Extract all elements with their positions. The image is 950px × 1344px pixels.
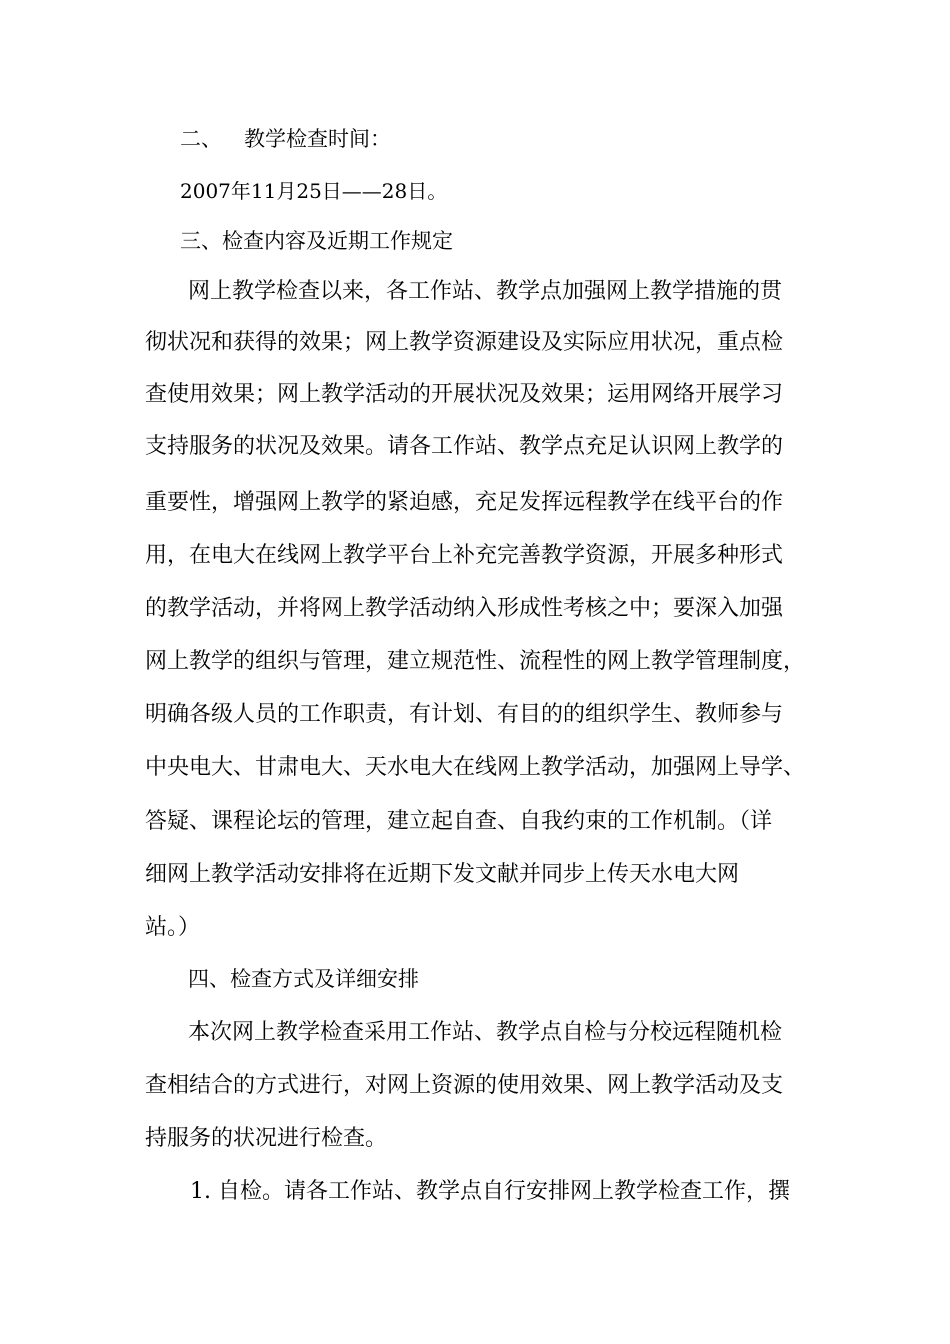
paragraph-1-line: 站。） xyxy=(145,915,201,940)
paragraph-1-line: 彻状况和获得的效果；网上教学资源建设及实际应用状况，重点检 xyxy=(145,330,784,355)
date-line: 2007年11月25日——28日。 xyxy=(180,179,448,203)
section-2-number: 二、 xyxy=(180,127,222,151)
paragraph-1-line: 网上教学检查以来，各工作站、教学点加强网上教学措施的贯 xyxy=(188,279,783,304)
paragraph-2-line: 持服务的状况进行检查。 xyxy=(145,1126,388,1151)
paragraph-1-line: 重要性，增强网上教学的紧迫感，充足发挥远程教学在线平台的作 xyxy=(145,490,784,515)
paragraph-1-line: 支持服务的状况及效果。请各工作站、教学点充足认识网上教学的 xyxy=(145,434,784,459)
paragraph-1-line: 的教学活动，并将网上教学活动纳入形成性考核之中；要深入加强 xyxy=(145,596,784,621)
paragraph-1-line: 答疑、课程论坛的管理，建立起自查、自我约束的工作机制。（详 xyxy=(145,809,773,834)
list-item-1: 1. 自检。请各工作站、教学点自行安排网上教学检查工作，撰 xyxy=(190,1179,790,1204)
section-2-heading xyxy=(180,124,391,154)
paragraph-1-line: 明确各级人员的工作职责，有计划、有目的的组织学生、教师参与 xyxy=(145,702,784,727)
paragraph-1-line: 用，在电大在线网上教学平台上补充完善教学资源，开展多种形式 xyxy=(145,543,784,568)
paragraph-2-line: 查相结合的方式进行，对网上资源的使用效果、网上教学活动及支 xyxy=(145,1073,784,1098)
paragraph-1-line: 中央电大、甘肃电大、天水电大在线网上教学活动，加强网上导学、 xyxy=(145,755,806,780)
section-3-heading: 三、检查内容及近期工作规定 xyxy=(180,229,453,253)
paragraph-1-line: 网上教学的组织与管理，建立规范性、流程性的网上教学管理制度， xyxy=(145,649,806,674)
paragraph-1-line: 查使用效果；网上教学活动的开展状况及效果；运用网络开展学习 xyxy=(145,382,784,407)
section-4-heading: 四、检查方式及详细安排 xyxy=(188,967,419,991)
paragraph-1-line: 细网上教学活动安排将在近期下发文献并同步上传天水电大网 xyxy=(145,862,740,887)
section-2-title: 教学检查时间： xyxy=(244,127,391,151)
paragraph-2-line: 本次网上教学检查采用工作站、教学点自检与分校远程随机检 xyxy=(188,1020,783,1045)
